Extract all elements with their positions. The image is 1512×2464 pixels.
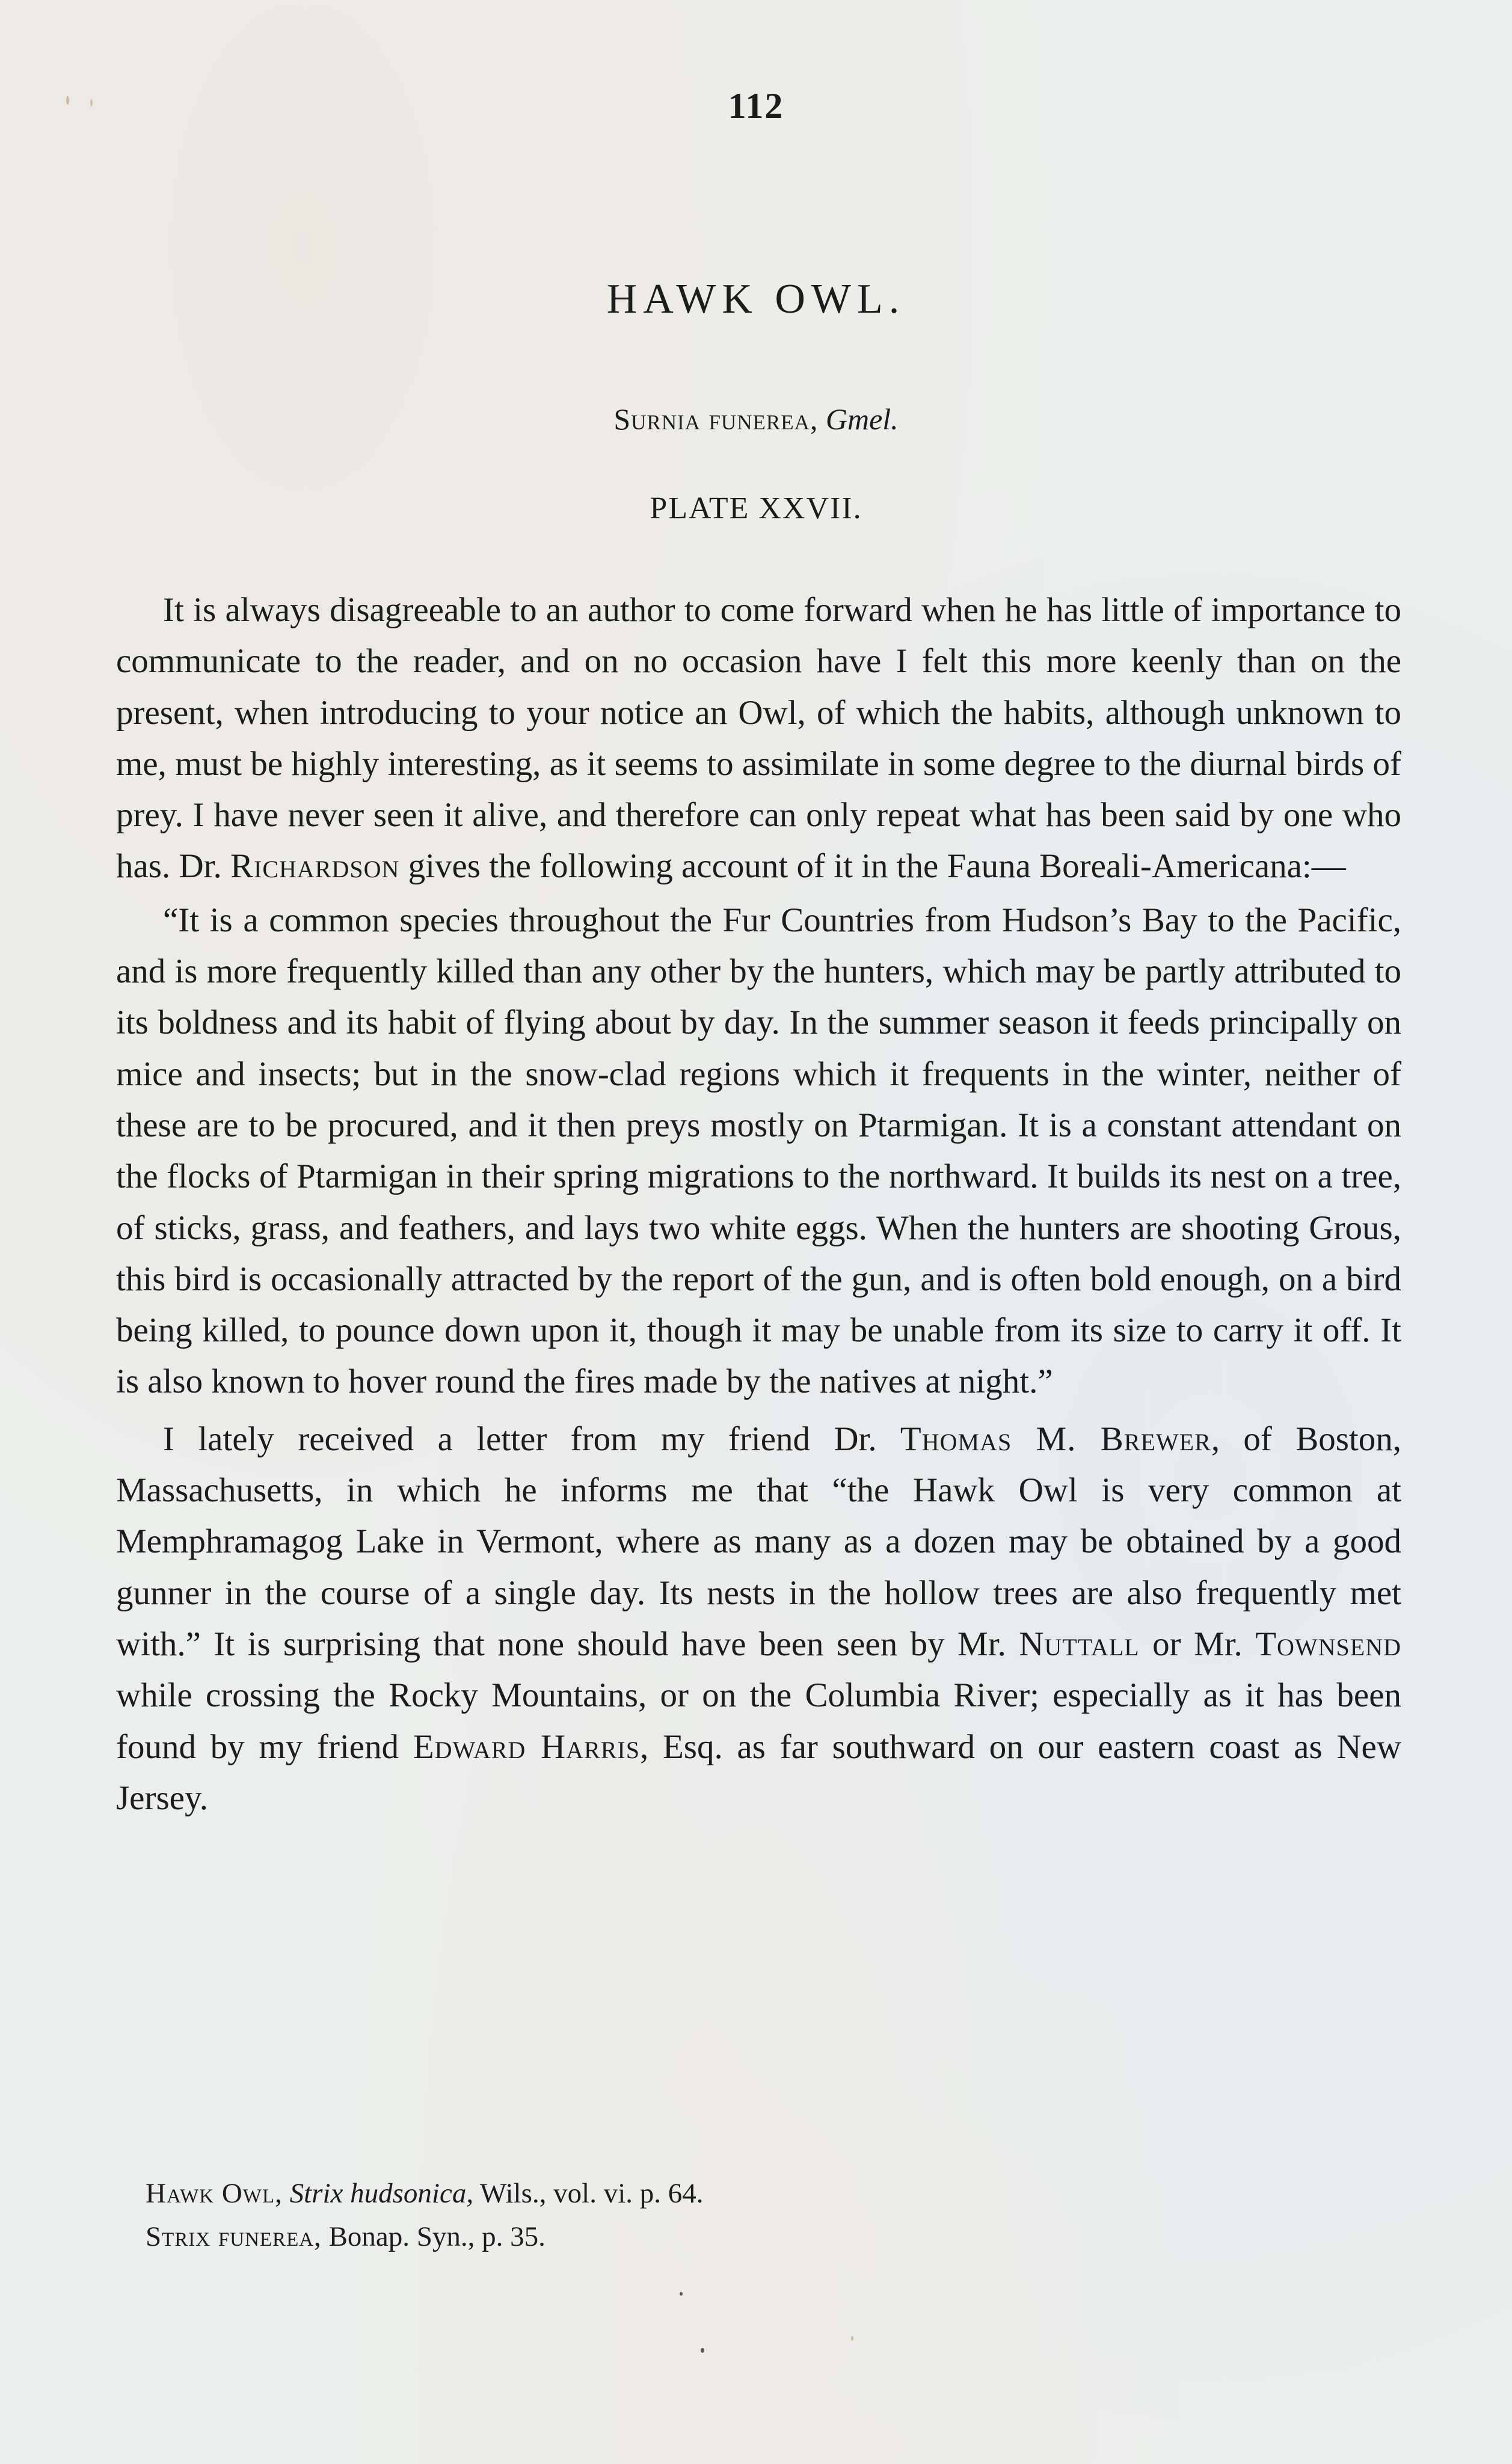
reference-name: Strix funerea, bbox=[146, 2221, 322, 2252]
paragraph-intro bbox=[116, 584, 1401, 892]
authority: Gmel. bbox=[825, 402, 899, 436]
paragraph-text: It is always disagreeable to an author to come forward when he has little of importance to communicate to the reader, and on no occasion have I felt this more keenly than on the present, when introducing to your notice an Owl, of which the habits, although unknown to me, must be highly interesting, as it seems to assimilate in some degree to the diurnal birds of prey. I have never seen it alive, and therefore can only repeat what has been said by one who has. Dr. bbox=[116, 591, 1401, 886]
reference-line bbox=[146, 2215, 1228, 2258]
name-brewer: Thomas M. Brewer bbox=[900, 1420, 1211, 1458]
reference-name: Hawk Owl, bbox=[146, 2178, 283, 2209]
paragraph-text: while crossing the Rocky Mountains, or on the Columbia River; especially as it has been found by my friend bbox=[116, 1676, 1401, 1766]
paper-speck bbox=[90, 99, 93, 106]
reference-italic: Strix hudsonica, bbox=[289, 2178, 474, 2209]
paper-speck bbox=[701, 2348, 704, 2353]
synonymy-references bbox=[146, 2172, 1228, 2258]
scientific-name bbox=[0, 402, 1512, 437]
paragraph-text: , Esq. as far southward on our eastern coast as New Jersey. bbox=[116, 1727, 1401, 1817]
page-title: HAWK OWL. bbox=[606, 276, 906, 322]
name-harris: Edward Harris bbox=[413, 1727, 640, 1766]
paragraph-text: gives the following account of it in the Fauna Boreali-Americana:— bbox=[399, 847, 1346, 886]
reference-source: Bonap. Syn., p. 35. bbox=[328, 2221, 545, 2252]
page-number: 112 bbox=[728, 86, 784, 126]
reference-line bbox=[146, 2172, 1228, 2215]
paragraph-text: or Mr. bbox=[1139, 1625, 1256, 1663]
paragraph-quote: “It is a common species throughout the Fur Countries from Hudson’s Bay to the Pacific, and is more frequently killed than any other by the hunters, which may be partly attributed to its boldness and its habit of flying about by day. In the summer season it feeds principally on mice and insects; but in the snow-clad regions which it frequents in the winter, neither of these are to be procured, and it then preys mostly on Ptarmigan. It is a constant attendant on the flocks of Ptarmigan in their spring migrations to the northward. It builds its nest on a tree, of sticks, grass, and feathers, and lays two white eggs. When the hunters are shooting Grous, this bird is occasionally attracted by the report of the gun, and is often bold enough, on a bird being killed, to pounce down upon it, though it may be unable from its size to carry it off. It is also known to hover round the fires made by the natives at night.” bbox=[116, 901, 1401, 1401]
plate-label: PLATE XXVII. bbox=[650, 491, 862, 526]
paper-speck bbox=[851, 2336, 853, 2341]
body-text bbox=[116, 584, 1401, 1824]
name-richardson: Richardson bbox=[230, 847, 400, 886]
paragraph-text: , of Boston, Massachusetts, in which he informs me that “the Hawk Owl is very common at Memphramagog Lake in Vermont, where as many as a dozen may be obtained by a good gunner in the course of a single day. Its nests in the hollow trees are also frequently met with.” It is surprising that none should have been seen by Mr. bbox=[116, 1420, 1401, 1663]
genus-species: Surnia funerea, bbox=[613, 402, 819, 436]
paper-speck bbox=[680, 2292, 683, 2296]
paragraph-letter bbox=[116, 1414, 1401, 1824]
reference-source: Wils., vol. vi. p. 64. bbox=[480, 2178, 704, 2209]
name-nuttall: Nuttall bbox=[1019, 1625, 1140, 1663]
paper-speck bbox=[66, 96, 69, 105]
paragraph-text: I lately received a letter from my friend Dr. bbox=[163, 1420, 900, 1458]
name-townsend: Townsend bbox=[1255, 1625, 1402, 1663]
